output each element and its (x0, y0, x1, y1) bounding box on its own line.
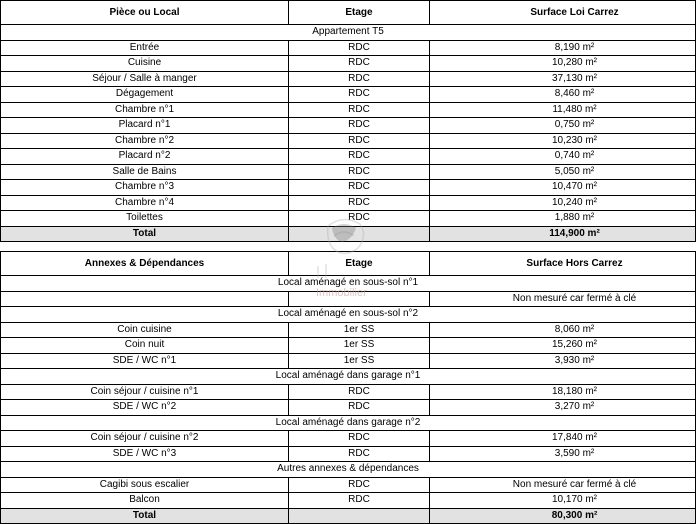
surface-value: 0,750 m² (430, 118, 696, 134)
group-title: Local aménagé en sous-sol n°1 (1, 276, 696, 292)
annex-name: Cagibi sous escalier (1, 477, 289, 493)
table-row (1, 322, 696, 338)
room-name: Dégagement (1, 87, 289, 103)
group-title: Autres annexes & dépendances (1, 462, 696, 478)
group-title: Local aménagé en sous-sol n°2 (1, 307, 696, 323)
column-header-etage: Etage (289, 1, 430, 25)
surface-value: 3,930 m² (430, 353, 696, 369)
annex-name: Balcon (1, 493, 289, 509)
table-row (1, 164, 696, 180)
floor-level: RDC (289, 446, 430, 462)
floor-level: 1er SS (289, 338, 430, 354)
surface-value: 15,260 m² (430, 338, 696, 354)
table-row (1, 195, 696, 211)
annex-name: SDE / WC n°3 (1, 446, 289, 462)
annex-name (1, 291, 289, 307)
total-value: 114,900 m² (430, 226, 696, 242)
surface-value: 3,270 m² (430, 400, 696, 416)
group-row (1, 307, 696, 323)
group-row (1, 276, 696, 292)
table-row (1, 118, 696, 134)
surface-value: Non mesuré car fermé à clé (430, 291, 696, 307)
surface-value: 3,590 m² (430, 446, 696, 462)
annex-name: Coin nuit (1, 338, 289, 354)
column-header-piece: Pièce ou Local (1, 1, 289, 25)
annex-name: Coin séjour / cuisine n°2 (1, 431, 289, 447)
floor-level: RDC (289, 477, 430, 493)
group-title: Appartement T5 (1, 25, 696, 41)
table-row (1, 40, 696, 56)
table-row (1, 353, 696, 369)
total-label: Total (1, 226, 289, 242)
watermark-text: Immobilier (316, 287, 367, 299)
total-label: Total (1, 508, 289, 524)
surface-value: 8,460 m² (430, 87, 696, 103)
total-row (1, 226, 696, 242)
surface-value: 8,060 m² (430, 322, 696, 338)
carrez-surface-table (0, 0, 696, 242)
floor-level: RDC (289, 211, 430, 227)
floor-level: RDC (289, 40, 430, 56)
floor-level: RDC (289, 71, 430, 87)
table-row (1, 180, 696, 196)
floor-level: RDC (289, 195, 430, 211)
floor-level: RDC (289, 149, 430, 165)
annex-name: SDE / WC n°2 (1, 400, 289, 416)
total-empty-cell (289, 226, 430, 242)
surface-value: 10,170 m² (430, 493, 696, 509)
surface-value: 1,880 m² (430, 211, 696, 227)
surface-value: 10,280 m² (430, 56, 696, 72)
group-title: Local aménagé dans garage n°2 (1, 415, 696, 431)
table-row (1, 291, 696, 307)
table-row (1, 384, 696, 400)
surface-value: 17,840 m² (430, 431, 696, 447)
floor-level: RDC (289, 400, 430, 416)
surface-value: 10,470 m² (430, 180, 696, 196)
group-row (1, 462, 696, 478)
table-row (1, 211, 696, 227)
annex-name: Coin cuisine (1, 322, 289, 338)
room-name: Toilettes (1, 211, 289, 227)
room-name: Placard n°1 (1, 118, 289, 134)
floor-level: RDC (289, 431, 430, 447)
floor-level: RDC (289, 56, 430, 72)
room-name: Séjour / Salle à manger (1, 71, 289, 87)
table-row (1, 71, 696, 87)
room-name: Chambre n°1 (1, 102, 289, 118)
room-name: Cuisine (1, 56, 289, 72)
surface-value: 37,130 m² (430, 71, 696, 87)
room-name: Entrée (1, 40, 289, 56)
table-row (1, 133, 696, 149)
table-row (1, 338, 696, 354)
surface-value: 18,180 m² (430, 384, 696, 400)
total-empty-cell (289, 508, 430, 524)
column-header-surface: Surface Loi Carrez (430, 1, 696, 25)
table-row (1, 493, 696, 509)
annex-name: Coin séjour / cuisine n°1 (1, 384, 289, 400)
header-row (1, 1, 696, 25)
room-name: Chambre n°2 (1, 133, 289, 149)
floor-level: RDC (289, 118, 430, 134)
floor-level: 1er SS (289, 353, 430, 369)
table-row (1, 102, 696, 118)
annexes-surface-table (0, 251, 696, 524)
table-row (1, 149, 696, 165)
room-name: Salle de Bains (1, 164, 289, 180)
surface-value: 11,480 m² (430, 102, 696, 118)
annex-name: SDE / WC n°1 (1, 353, 289, 369)
group-row (1, 415, 696, 431)
table-row (1, 56, 696, 72)
total-value: 80,300 m² (430, 508, 696, 524)
header-row (1, 252, 696, 276)
floor-level: RDC (289, 384, 430, 400)
floor-level: RDC (289, 87, 430, 103)
column-header-annexe: Annexes & Dépendances (1, 252, 289, 276)
floor-level (289, 291, 430, 307)
surface-value: 10,240 m² (430, 195, 696, 211)
surface-value: Non mesuré car fermé à clé (430, 477, 696, 493)
surface-value: 5,050 m² (430, 164, 696, 180)
table-row (1, 446, 696, 462)
floor-level: RDC (289, 102, 430, 118)
floor-level: RDC (289, 133, 430, 149)
room-name: Placard n°2 (1, 149, 289, 165)
room-name: Chambre n°4 (1, 195, 289, 211)
column-header-etage: Etage (289, 252, 430, 276)
table-row (1, 400, 696, 416)
column-header-surface: Surface Hors Carrez (430, 252, 696, 276)
surface-value: 0,740 m² (430, 149, 696, 165)
table-row (1, 477, 696, 493)
group-row (1, 25, 696, 41)
total-row (1, 508, 696, 524)
table-row (1, 87, 696, 103)
floor-level: 1er SS (289, 322, 430, 338)
floor-level: RDC (289, 493, 430, 509)
floor-level: RDC (289, 164, 430, 180)
group-title: Local aménagé dans garage n°1 (1, 369, 696, 385)
surface-value: 8,190 m² (430, 40, 696, 56)
floor-level: RDC (289, 180, 430, 196)
table-row (1, 431, 696, 447)
room-name: Chambre n°3 (1, 180, 289, 196)
group-row (1, 369, 696, 385)
surface-value: 10,230 m² (430, 133, 696, 149)
